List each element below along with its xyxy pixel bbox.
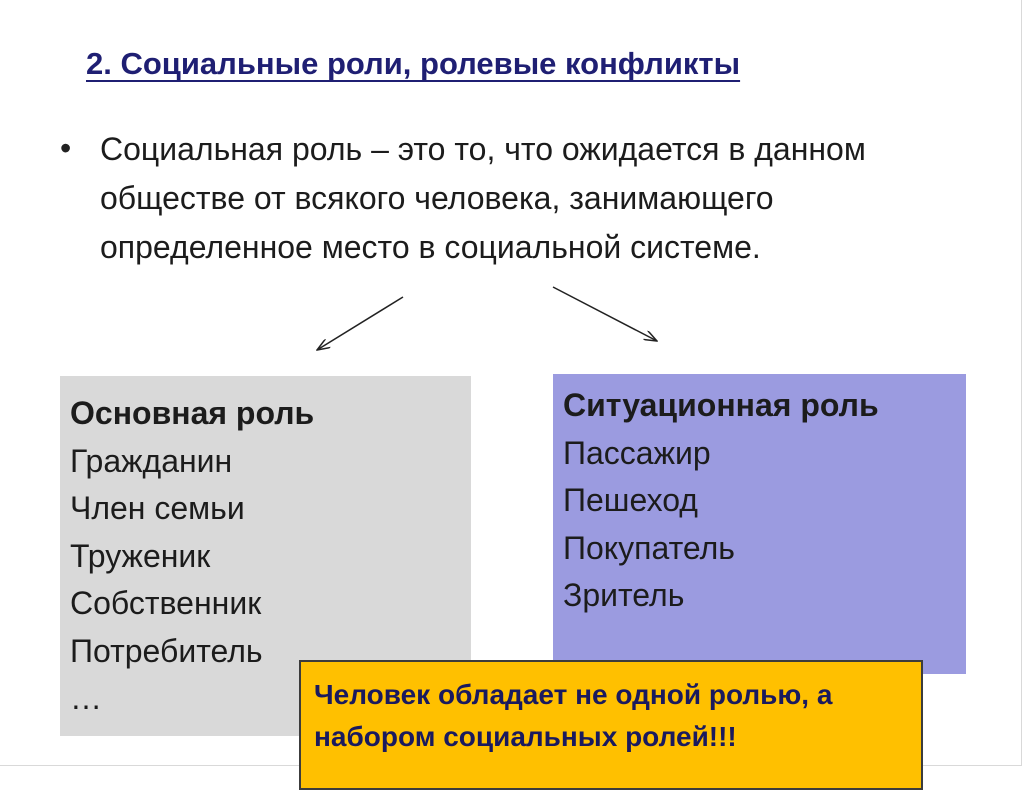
note-text: Человек обладает не одной ролью, а набором социальных ролей!!! [314, 679, 833, 752]
arrow-right-icon [553, 287, 657, 341]
situational-role-box [553, 374, 966, 674]
situational-role-item: Зритель [563, 577, 685, 613]
situational-role-item: Пассажир [563, 434, 711, 471]
arrow-left-icon [317, 297, 403, 350]
main-role-item: Собственник [70, 585, 262, 621]
main-role-item: Потребитель [70, 632, 263, 669]
bullet-icon: • [60, 130, 72, 166]
slide-title: 2. Социальные роли, ролевые конфликты [86, 46, 741, 81]
main-role-item: … [70, 680, 102, 716]
main-role-item: Член семьи [70, 490, 245, 526]
note-box [299, 660, 923, 790]
situational-role-item: Покупатель [563, 529, 735, 566]
main-role-item: Гражданин [70, 442, 233, 479]
situational-role-item: Пешеход [563, 482, 698, 518]
definition-text: Социальная роль – это то, что ожидается в данном обществе от всякого человека, занимающего определенное место в социальной системе. [100, 131, 866, 265]
situational-role-heading: Ситуационная роль [563, 387, 879, 423]
situational-role-list [563, 430, 966, 620]
main-role-item: Труженик [70, 537, 211, 574]
main-role-heading: Основная роль [70, 395, 315, 431]
